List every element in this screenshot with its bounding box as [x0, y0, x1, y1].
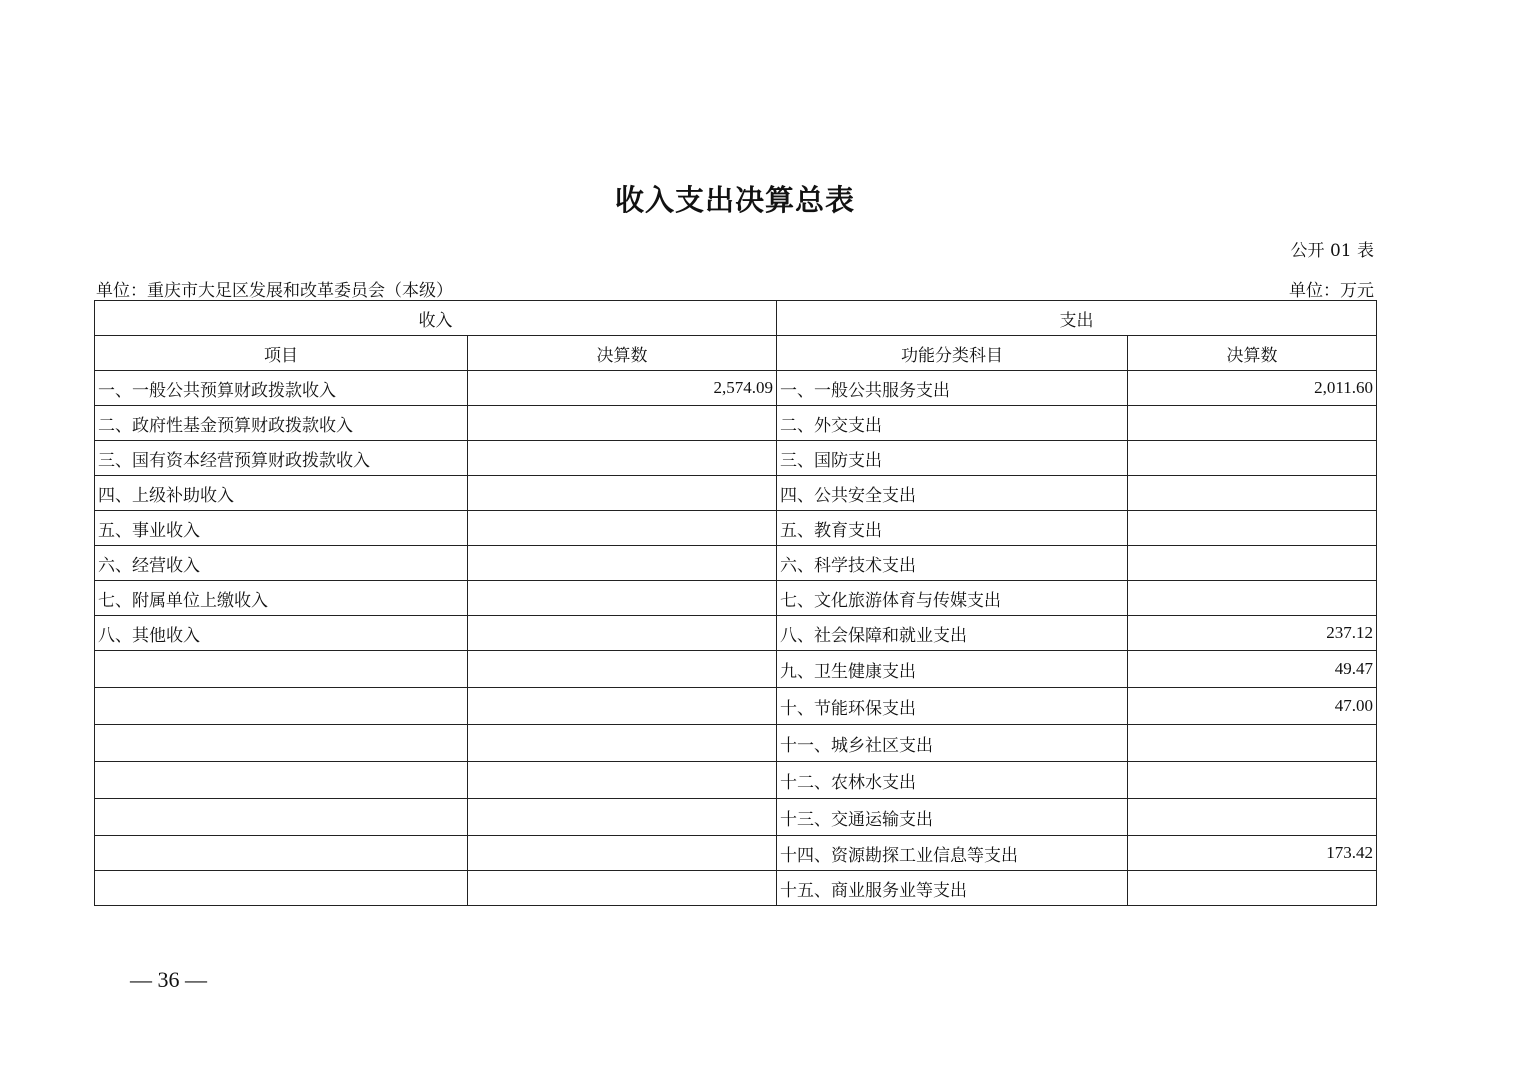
- column-header-function-subject: 功能分类科目: [777, 336, 1128, 371]
- expense-amount: 49.47: [1128, 651, 1377, 688]
- income-item: [95, 871, 468, 906]
- table-row: [95, 688, 1377, 725]
- table-row: [95, 799, 1377, 836]
- income-item: 四、上级补助收入: [95, 476, 468, 511]
- table-row: [95, 511, 1377, 546]
- expense-item: 十四、资源勘探工业信息等支出: [777, 836, 1128, 871]
- income-group-header: 收入: [95, 301, 777, 336]
- expense-amount: [1128, 476, 1377, 511]
- expense-amount: 2,011.60: [1128, 371, 1377, 406]
- expense-item: 三、国防支出: [777, 441, 1128, 476]
- income-amount: [468, 441, 777, 476]
- table-row: [95, 725, 1377, 762]
- expense-amount: [1128, 511, 1377, 546]
- income-expense-table: [94, 300, 1377, 906]
- table-row: [95, 581, 1377, 616]
- income-amount: [468, 725, 777, 762]
- income-item: [95, 651, 468, 688]
- income-amount: [468, 406, 777, 441]
- unit-organization: 单位：重庆市大足区发展和改革委员会（本级）: [96, 281, 453, 301]
- income-amount: [468, 836, 777, 871]
- table-row: [95, 371, 1377, 406]
- table-column-header-row: [95, 336, 1377, 371]
- table-row: [95, 836, 1377, 871]
- income-amount: 2,574.09: [468, 371, 777, 406]
- income-item: 五、事业收入: [95, 511, 468, 546]
- expense-item: 十一、城乡社区支出: [777, 725, 1128, 762]
- expense-item: 六、科学技术支出: [777, 546, 1128, 581]
- expense-amount: 173.42: [1128, 836, 1377, 871]
- income-amount: [468, 581, 777, 616]
- income-amount: [468, 546, 777, 581]
- expense-item: 七、文化旅游体育与传媒支出: [777, 581, 1128, 616]
- column-header-income-amount: 决算数: [468, 336, 777, 371]
- income-item: 二、政府性基金预算财政拨款收入: [95, 406, 468, 441]
- income-item: 一、一般公共预算财政拨款收入: [95, 371, 468, 406]
- expense-amount: [1128, 725, 1377, 762]
- expense-item: 八、社会保障和就业支出: [777, 616, 1128, 651]
- income-item: [95, 762, 468, 799]
- column-header-expense-amount: 决算数: [1128, 336, 1377, 371]
- table-row: [95, 441, 1377, 476]
- table-row: [95, 406, 1377, 441]
- expense-item: 十五、商业服务业等支出: [777, 871, 1128, 906]
- expense-item: 十二、农林水支出: [777, 762, 1128, 799]
- expense-amount: [1128, 581, 1377, 616]
- expense-item: 九、卫生健康支出: [777, 651, 1128, 688]
- income-item: 八、其他收入: [95, 616, 468, 651]
- expense-item: 十、节能环保支出: [777, 688, 1128, 725]
- page-number: — 36 —: [130, 967, 207, 992]
- income-item: [95, 725, 468, 762]
- income-item: 七、附属单位上缴收入: [95, 581, 468, 616]
- expense-item: 一、一般公共服务支出: [777, 371, 1128, 406]
- column-header-item: 项目: [95, 336, 468, 371]
- expense-group-header: 支出: [777, 301, 1377, 336]
- income-amount: [468, 511, 777, 546]
- page-title: 收入支出决算总表: [614, 183, 855, 217]
- table-row: [95, 616, 1377, 651]
- income-item: 三、国有资本经营预算财政拨款收入: [95, 441, 468, 476]
- expense-amount: [1128, 546, 1377, 581]
- expense-amount: 237.12: [1128, 616, 1377, 651]
- income-item: [95, 836, 468, 871]
- expense-amount: [1128, 441, 1377, 476]
- table-row: [95, 871, 1377, 906]
- table-row: [95, 476, 1377, 511]
- table-row: [95, 651, 1377, 688]
- income-item: 六、经营收入: [95, 546, 468, 581]
- income-item: [95, 688, 468, 725]
- income-amount: [468, 651, 777, 688]
- expense-item: 二、外交支出: [777, 406, 1128, 441]
- table-row: [95, 546, 1377, 581]
- income-item: [95, 799, 468, 836]
- income-amount: [468, 616, 777, 651]
- expense-item: 十三、交通运输支出: [777, 799, 1128, 836]
- income-amount: [468, 688, 777, 725]
- table-row: [95, 762, 1377, 799]
- income-amount: [468, 871, 777, 906]
- income-amount: [468, 799, 777, 836]
- expense-amount: 47.00: [1128, 688, 1377, 725]
- expense-amount: [1128, 799, 1377, 836]
- expense-amount: [1128, 871, 1377, 906]
- income-amount: [468, 476, 777, 511]
- expense-item: 五、教育支出: [777, 511, 1128, 546]
- expense-amount: [1128, 406, 1377, 441]
- expense-item: 四、公共安全支出: [777, 476, 1128, 511]
- income-amount: [468, 762, 777, 799]
- unit-currency: 单位：万元: [1289, 281, 1374, 301]
- form-number: 公开 01 表: [1290, 241, 1374, 261]
- table-group-header-row: [95, 301, 1377, 336]
- expense-amount: [1128, 762, 1377, 799]
